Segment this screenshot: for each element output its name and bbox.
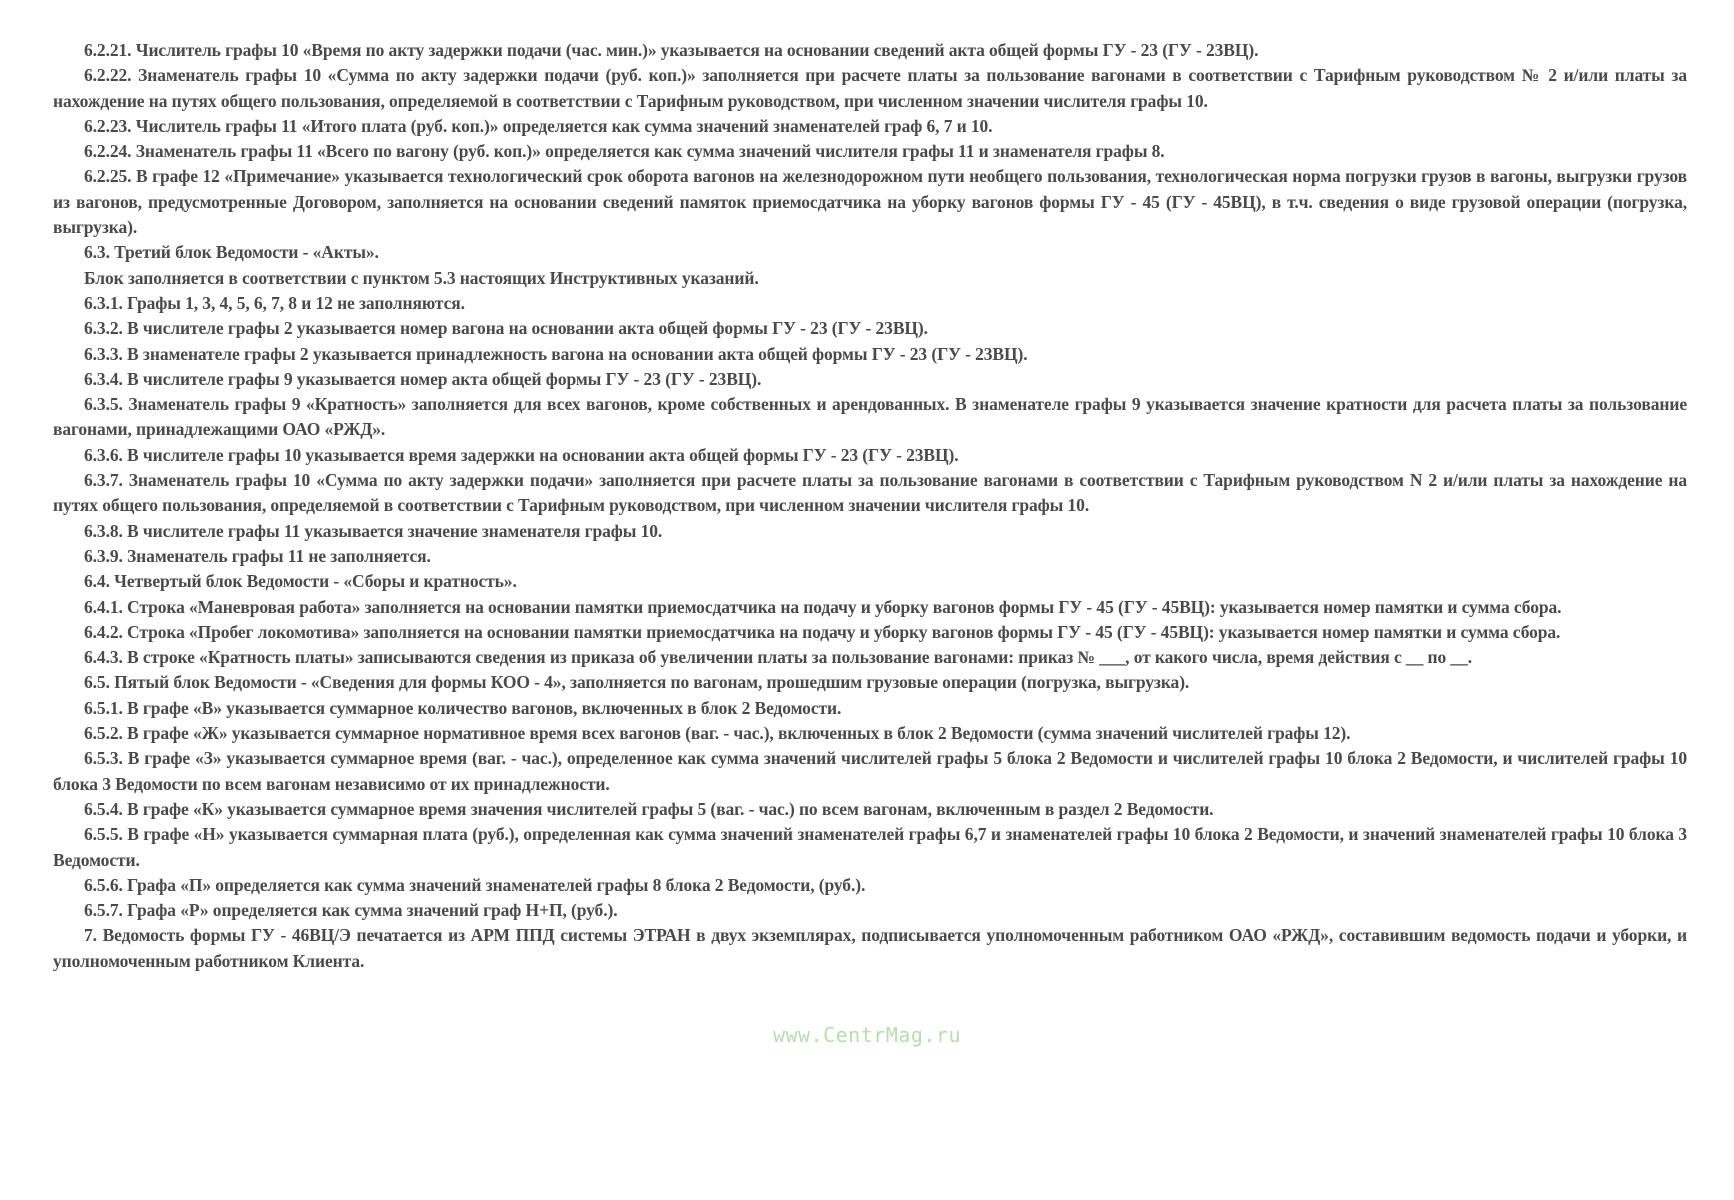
paragraph: 6.5.4. В графе «К» указывается суммарное время значения числителей графы 5 (ваг. - час.) по всем вагонам, включенным в раздел 2 Ведомости. — [84, 798, 1214, 819]
paragraph: 6.2.21. Числитель графы 10 «Время по акту задержки подачи (час. мин.)» указывается на основании сведений акта общей формы ГУ - 23 (ГУ - 23ВЦ). — [84, 40, 1259, 60]
paragraph: 6.3.5. Знаменатель графы 9 «Кратность» заполняется для всех вагонов, кроме собственных и арендованных. В знаменателе графы 9 указывается значение кратности для расчета платы за пользование вагонами, принадлежащими ОАО «РЖД». — [53, 394, 1687, 440]
paragraph: Блок заполняется в соответствии с пунктом 5.3 настоящих Инструктивных указаний. — [84, 267, 759, 288]
paragraph: 6.3.3. В знаменателе графы 2 указывается принадлежность вагона на основании акта общей формы ГУ - 23 (ГУ - 23ВЦ). — [84, 343, 1028, 364]
paragraph: 6.5.1. В графе «В» указывается суммарное количество вагонов, включенных в блок 2 Ведомости. — [84, 697, 842, 718]
paragraph: 6.3.1. Графы 1, 3, 4, 5, 6, 7, 8 и 12 не заполняются. — [84, 292, 465, 313]
paragraph: 6.4.2. Строка «Пробег локомотива» заполняется на основании памятки приемосдатчика на подачу и уборку вагонов формы ГУ - 45 (ГУ - 45ВЦ): указывается номер памятки и сумма сбора. — [84, 621, 1561, 642]
paragraph: 6.4. Четвертый блок Ведомости - «Сборы и кратность». — [84, 571, 517, 592]
paragraph: 6.2.22. Знаменатель графы 10 «Сумма по акту задержки подачи (руб. коп.)» заполняется при расчете платы за пользование вагонами в соответствии с Тарифным руководством № 2 и/или платы за нахождение на путях общего пользования, определяемой в соответствии с Тарифным руководством, при численном значении числителя графы 10. — [53, 65, 1687, 111]
paragraph: 6.3.8. В числителе графы 11 указывается значение знаменателя графы 10. — [84, 520, 663, 541]
paragraph: 6.3.9. Знаменатель графы 11 не заполняется. — [84, 545, 431, 566]
paragraph: 6.4.3. В строке «Кратность платы» записываются сведения из приказа об увеличении платы за пользование вагонами: приказ № ___, от какого числа, время действия с __ по __. — [84, 647, 1472, 668]
paragraph: 6.3. Третий блок Ведомости - «Акты». — [84, 242, 379, 263]
paragraph: 6.5.7. Графа «Р» определяется как сумма значений граф Н+П, (руб.). — [84, 900, 618, 921]
paragraph: 6.2.25. В графе 12 «Примечание» указывается технологический срок оборота вагонов на железнодорожном пути необщего пользования, технологическая норма погрузки грузов в вагоны, выгрузки грузов из вагонов, предусмотренные Договором, заполняется на основании сведений памяток приемосдатчика на уборку вагонов формы ГУ - 45 (ГУ - 45ВЦ), в т.ч. сведения о виде грузовой операции (погрузка, выгрузка). — [53, 166, 1687, 238]
document-body — [53, 38, 1687, 974]
paragraph: 6.3.7. Знаменатель графы 10 «Сумма по акту задержки подачи» заполняется при расчете платы за пользование вагонами в соответствии с Тарифным руководством N 2 и/или платы за нахождение на путях общего пользования, определяемой в соответствии с Тарифным руководством, при численном значении числителя графы 10. — [53, 470, 1687, 516]
paragraph: 6.3.4. В числителе графы 9 указывается номер акта общей формы ГУ - 23 (ГУ - 23ВЦ). — [84, 368, 762, 389]
paragraph: 6.5.5. В графе «Н» указывается суммарная плата (руб.), определенная как сумма значений знаменателей графы 6,7 и знаменателей графы 10 блока 2 Ведомости, и значений знаменателей графы 10 блока 3 Ведомости. — [53, 824, 1687, 870]
paragraph: 6.5.3. В графе «З» указывается суммарное время (ваг. - час.), определенное как сумма значений числителей графы 5 блока 2 Ведомости и числителей графы 10 блока 2 Ведомости, и числителей графы 10 блока 3 Ведомости по всем вагонам независимо от их принадлежности. — [53, 748, 1687, 794]
paragraph: 6.2.23. Числитель графы 11 «Итого плата (руб. коп.)» определяется как сумма значений знаменателей граф 6, 7 и 10. — [84, 115, 993, 136]
paragraph: 7. Ведомость формы ГУ - 46ВЦ/Э печатается из АРМ ППД системы ЭТРАН в двух экземплярах, подписывается уполномоченным работником ОАО «РЖД», составившим ведомость подачи и уборки, и уполномоченным работником Клиента. — [53, 925, 1687, 971]
paragraph: 6.5.2. В графе «Ж» указывается суммарное нормативное время всех вагонов (ваг. - час.), включенных в блок 2 Ведомости (сумма значений числителей графы 12). — [84, 723, 1351, 744]
paragraph: 6.5. Пятый блок Ведомости - «Сведения для формы КОО - 4», заполняется по вагонам, прошедшим грузовые операции (погрузка, выгрузка). — [84, 672, 1190, 693]
paragraph: 6.3.6. В числителе графы 10 указывается время задержки на основании акта общей формы ГУ - 23 (ГУ - 23ВЦ). — [84, 444, 959, 465]
paragraph: 6.4.1. Строка «Маневровая работа» заполняется на основании памятки приемосдатчика на подачу и уборку вагонов формы ГУ - 45 (ГУ - 45ВЦ): указывается номер памятки и сумма сбора. — [84, 596, 1562, 617]
watermark: www.CentrMag.ru — [772, 1023, 962, 1047]
paragraph: 6.5.6. Графа «П» определяется как сумма значений знаменателей графы 8 блока 2 Ведомости, (руб.). — [84, 874, 866, 895]
paragraph: 6.3.2. В числителе графы 2 указывается номер вагона на основании акта общей формы ГУ - 23 (ГУ - 23ВЦ). — [84, 318, 928, 339]
paragraph: 6.2.24. Знаменатель графы 11 «Всего по вагону (руб. коп.)» определяется как сумма значений числителя графы 11 и знаменателя графы 8. — [84, 141, 1165, 162]
